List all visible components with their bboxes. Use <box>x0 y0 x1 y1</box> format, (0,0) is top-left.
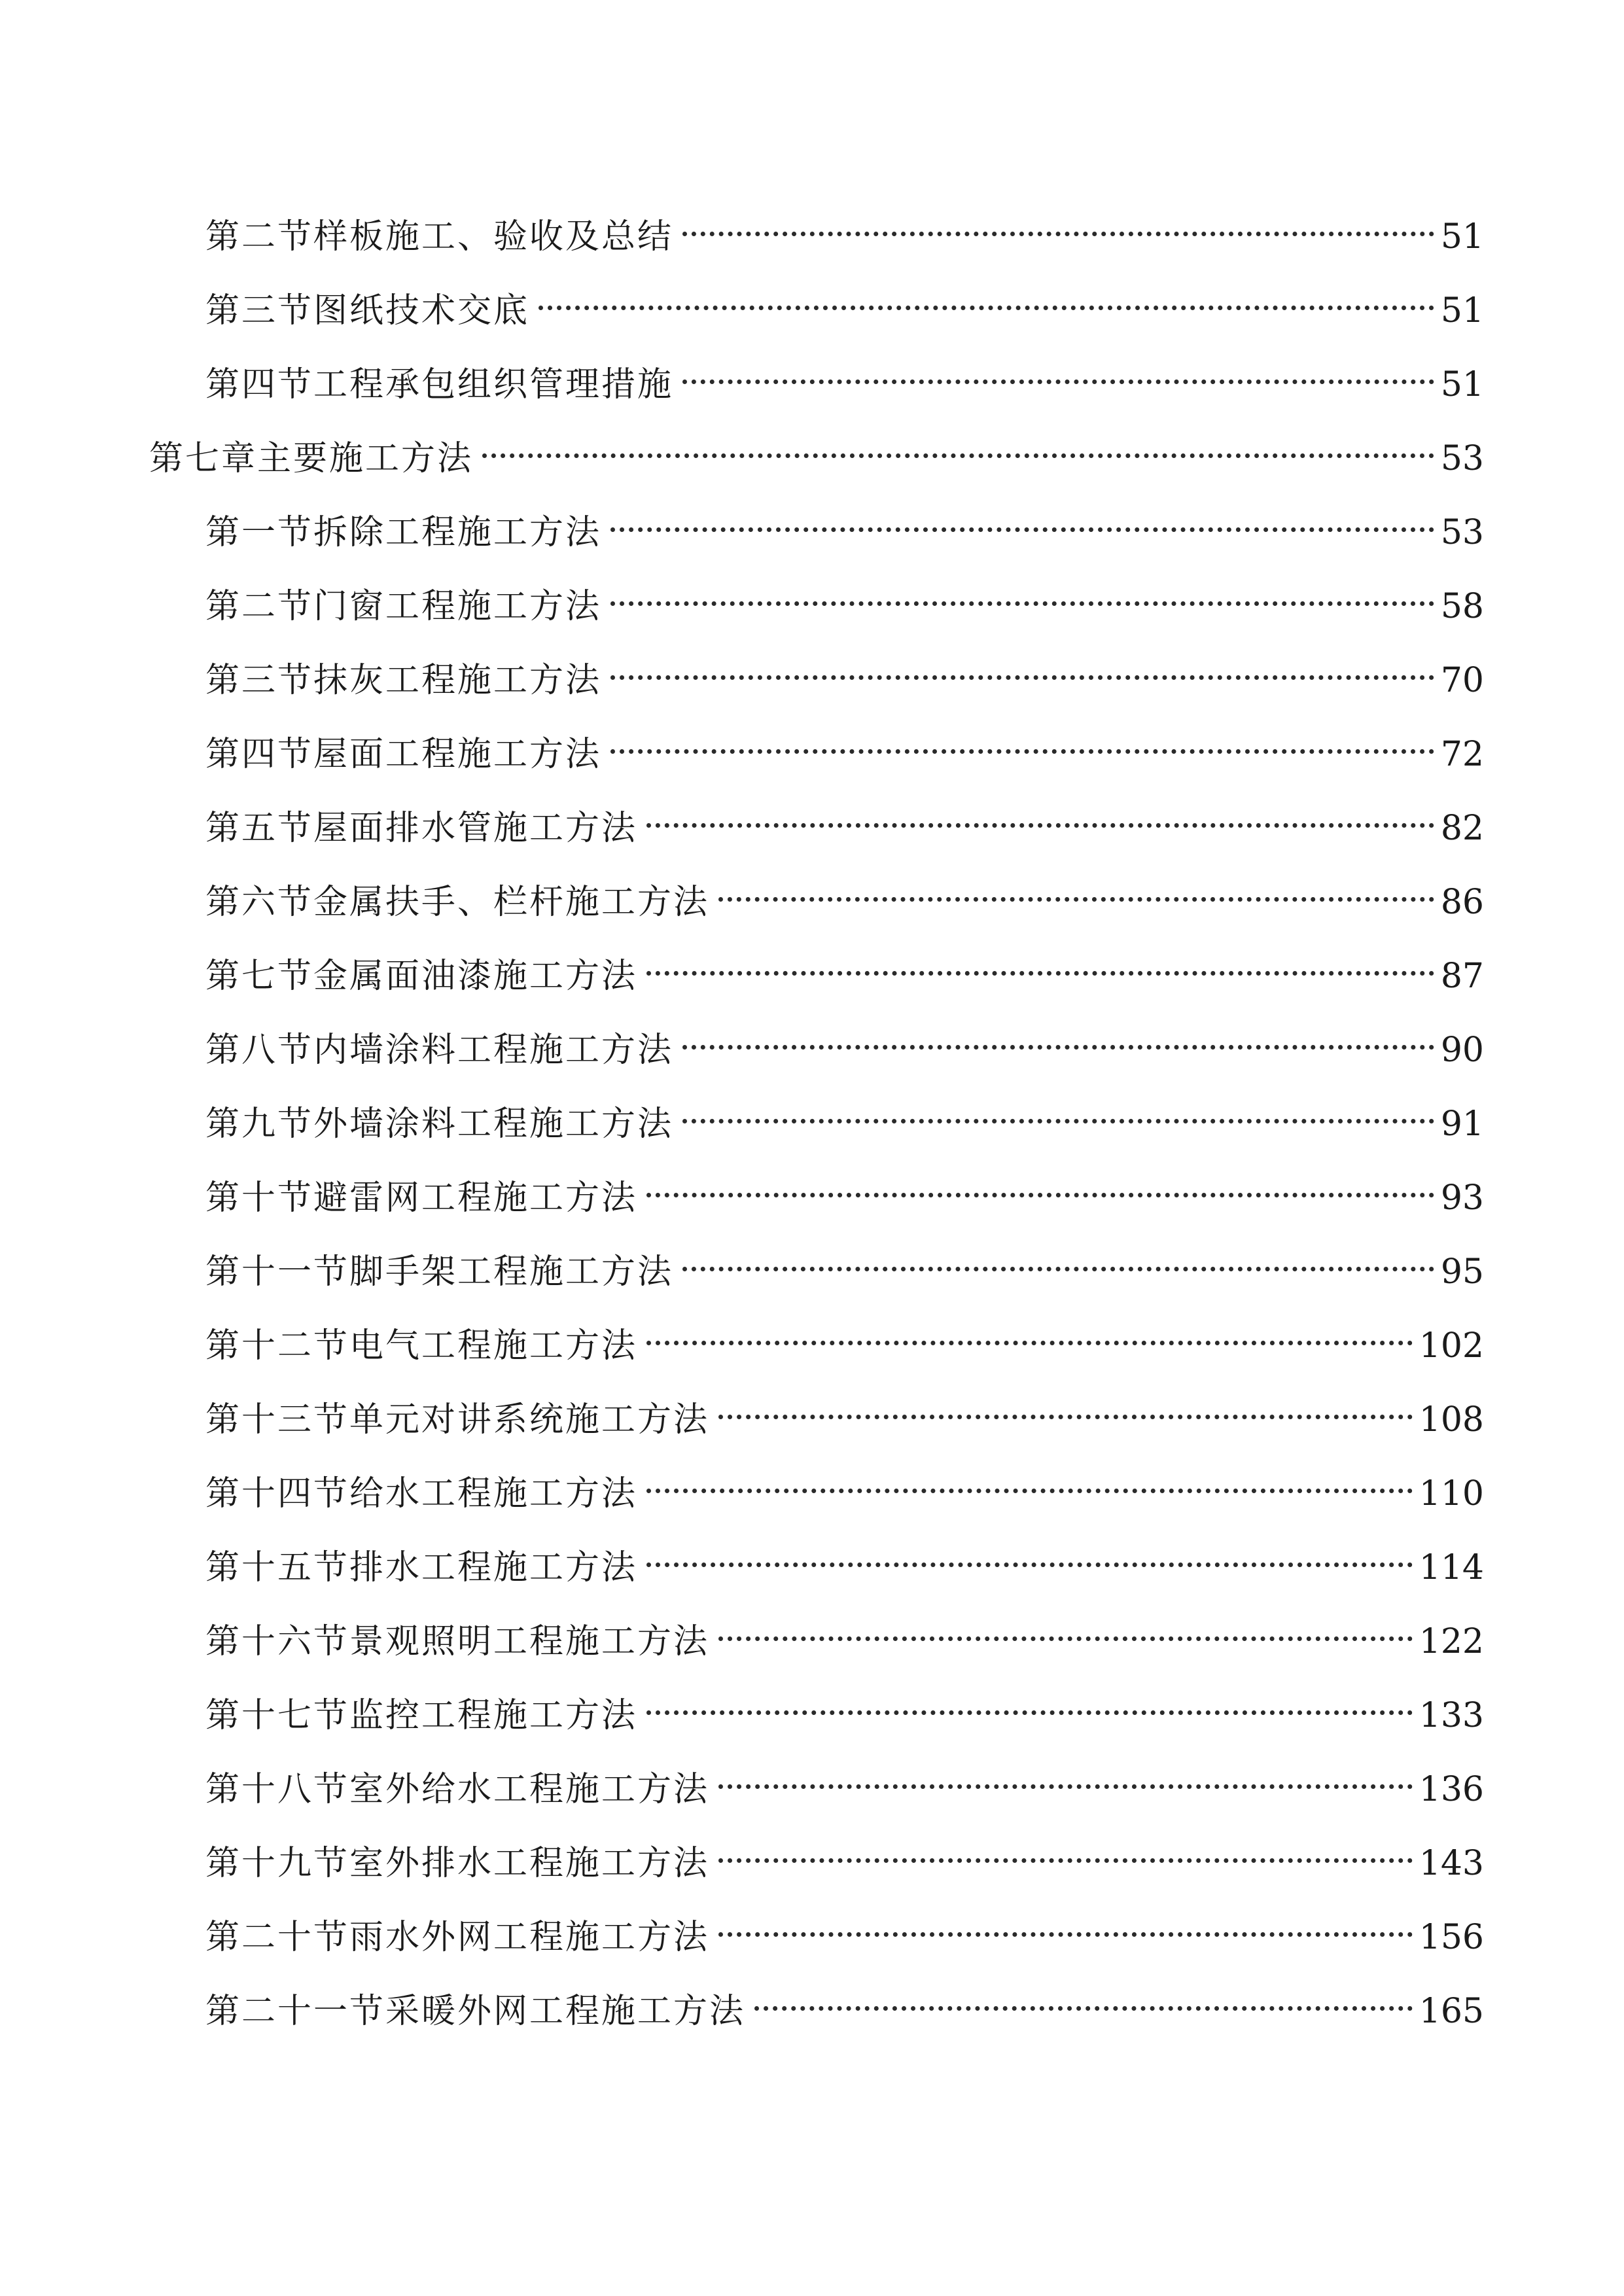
toc-entry[interactable] <box>205 1674 1484 1735</box>
toc-entry[interactable] <box>205 787 1484 848</box>
toc-entry[interactable] <box>205 491 1484 552</box>
toc-dot-leader <box>754 1970 1413 2022</box>
toc-entry[interactable] <box>205 344 1484 404</box>
toc-entry-page: 53 <box>1440 439 1484 478</box>
toc-entry-title: 第八节内墙涂料工程施工方法 <box>205 1031 674 1070</box>
toc-entry[interactable] <box>205 1453 1484 1513</box>
toc-chapter-entry[interactable] <box>149 417 1484 478</box>
toc-entry-title: 第三节图纸技术交底 <box>205 291 530 330</box>
toc-entry[interactable] <box>205 1527 1484 1587</box>
toc-entry-page: 102 <box>1419 1326 1484 1366</box>
toc-entry-title: 第一节拆除工程施工方法 <box>205 513 602 552</box>
toc-dot-leader <box>682 1083 1434 1135</box>
toc-entry-page: 108 <box>1419 1400 1484 1439</box>
toc-entry[interactable] <box>205 1305 1484 1366</box>
toc-dot-leader <box>718 1896 1413 1949</box>
toc-entry[interactable] <box>205 270 1484 330</box>
toc-entry-title: 第十六节景观照明工程施工方法 <box>205 1622 710 1661</box>
toc-entry[interactable] <box>205 861 1484 922</box>
toc-entry-title: 第二十节雨水外网工程施工方法 <box>205 1918 710 1957</box>
toc-entry-page: 70 <box>1440 661 1484 700</box>
toc-entry-page: 82 <box>1440 809 1484 848</box>
toc-entry-page: 58 <box>1440 587 1484 626</box>
toc-dot-leader <box>718 1379 1413 1431</box>
toc-entry-page: 53 <box>1440 513 1484 552</box>
toc-entry-title: 第七章主要施工方法 <box>149 439 474 478</box>
toc-dot-leader <box>610 713 1434 766</box>
toc-dot-leader <box>646 1453 1413 1505</box>
toc-entry-title: 第七节金属面油漆施工方法 <box>205 957 638 996</box>
toc-entry-page: 93 <box>1440 1178 1484 1218</box>
toc-entry-page: 86 <box>1440 883 1484 922</box>
toc-dot-leader <box>646 1674 1413 1727</box>
toc-entry[interactable] <box>205 1009 1484 1070</box>
toc-entry-title: 第十八节室外给水工程施工方法 <box>205 1770 710 1809</box>
toc-entry-title: 第六节金属扶手、栏杆施工方法 <box>205 883 710 922</box>
toc-entry-page: 87 <box>1440 957 1484 996</box>
toc-entry-title: 第四节屋面工程施工方法 <box>205 735 602 774</box>
toc-entry-page: 95 <box>1440 1252 1484 1292</box>
toc-entry[interactable] <box>205 1896 1484 1957</box>
toc-entry-page: 51 <box>1440 217 1484 256</box>
toc-entry-page: 156 <box>1419 1918 1484 1957</box>
toc-entry-page: 90 <box>1440 1031 1484 1070</box>
toc-dot-leader <box>610 639 1434 692</box>
toc-entry-page: 143 <box>1419 1844 1484 1883</box>
toc-entry-page: 122 <box>1419 1622 1484 1661</box>
toc-dot-leader <box>718 861 1434 913</box>
toc-entry[interactable] <box>205 1157 1484 1218</box>
toc-dot-leader <box>646 1157 1434 1209</box>
toc-entry-page: 110 <box>1419 1474 1484 1513</box>
toc-dot-leader <box>646 935 1434 987</box>
toc-entry-page: 51 <box>1440 291 1484 330</box>
toc-entry[interactable] <box>205 1970 1484 2031</box>
toc-entry-title: 第十二节电气工程施工方法 <box>205 1326 638 1366</box>
toc-entry[interactable] <box>205 1600 1484 1661</box>
toc-dot-leader <box>646 1527 1413 1579</box>
toc-entry[interactable] <box>205 713 1484 774</box>
toc-entry[interactable] <box>205 565 1484 626</box>
toc-dot-leader <box>682 196 1434 248</box>
toc-entry-title: 第十七节监控工程施工方法 <box>205 1696 638 1735</box>
toc-entry-title: 第三节抹灰工程施工方法 <box>205 661 602 700</box>
toc-dot-leader <box>538 270 1434 322</box>
toc-entry-title: 第九节外墙涂料工程施工方法 <box>205 1104 674 1144</box>
toc-entry-title: 第二十一节采暖外网工程施工方法 <box>205 1992 746 2031</box>
toc-entry-title: 第五节屋面排水管施工方法 <box>205 809 638 848</box>
toc-entry[interactable] <box>205 935 1484 996</box>
toc-entry[interactable] <box>205 196 1484 256</box>
toc-dot-leader <box>718 1822 1413 1875</box>
toc-entry-title: 第四节工程承包组织管理措施 <box>205 365 674 404</box>
toc-entry-title: 第十四节给水工程施工方法 <box>205 1474 638 1513</box>
toc-entry-title: 第十三节单元对讲系统施工方法 <box>205 1400 710 1439</box>
toc-entry-page: 165 <box>1419 1992 1484 2031</box>
toc-dot-leader <box>682 1009 1434 1061</box>
toc-dot-leader <box>610 565 1434 618</box>
toc-entry-page: 72 <box>1440 735 1484 774</box>
toc-entry-title: 第二节门窗工程施工方法 <box>205 587 602 626</box>
toc-dot-leader <box>610 491 1434 544</box>
toc-entry-title: 第十节避雷网工程施工方法 <box>205 1178 638 1218</box>
toc-entry-page: 91 <box>1440 1104 1484 1144</box>
toc-dot-leader <box>682 1231 1434 1283</box>
toc-dot-leader <box>718 1748 1413 1801</box>
toc-entry-page: 133 <box>1419 1696 1484 1735</box>
toc-dot-leader <box>682 344 1434 396</box>
toc-entry[interactable] <box>205 1083 1484 1144</box>
toc-entry[interactable] <box>205 1748 1484 1809</box>
toc-entry-page: 114 <box>1419 1548 1484 1587</box>
toc-entry-page: 51 <box>1440 365 1484 404</box>
toc-entry-title: 第十九节室外排水工程施工方法 <box>205 1844 710 1883</box>
toc-entry-title: 第十一节脚手架工程施工方法 <box>205 1252 674 1292</box>
toc-dot-leader <box>482 417 1434 470</box>
toc-entry-page: 136 <box>1419 1770 1484 1809</box>
toc-dot-leader <box>718 1600 1413 1653</box>
toc-dot-leader <box>646 787 1434 839</box>
toc-dot-leader <box>646 1305 1413 1357</box>
toc-entry-title: 第二节样板施工、验收及总结 <box>205 217 674 256</box>
toc-entry[interactable] <box>205 1822 1484 1883</box>
toc-entry-title: 第十五节排水工程施工方法 <box>205 1548 638 1587</box>
toc-entry[interactable] <box>205 639 1484 700</box>
toc-entry[interactable] <box>205 1379 1484 1439</box>
toc-entry[interactable] <box>205 1231 1484 1292</box>
